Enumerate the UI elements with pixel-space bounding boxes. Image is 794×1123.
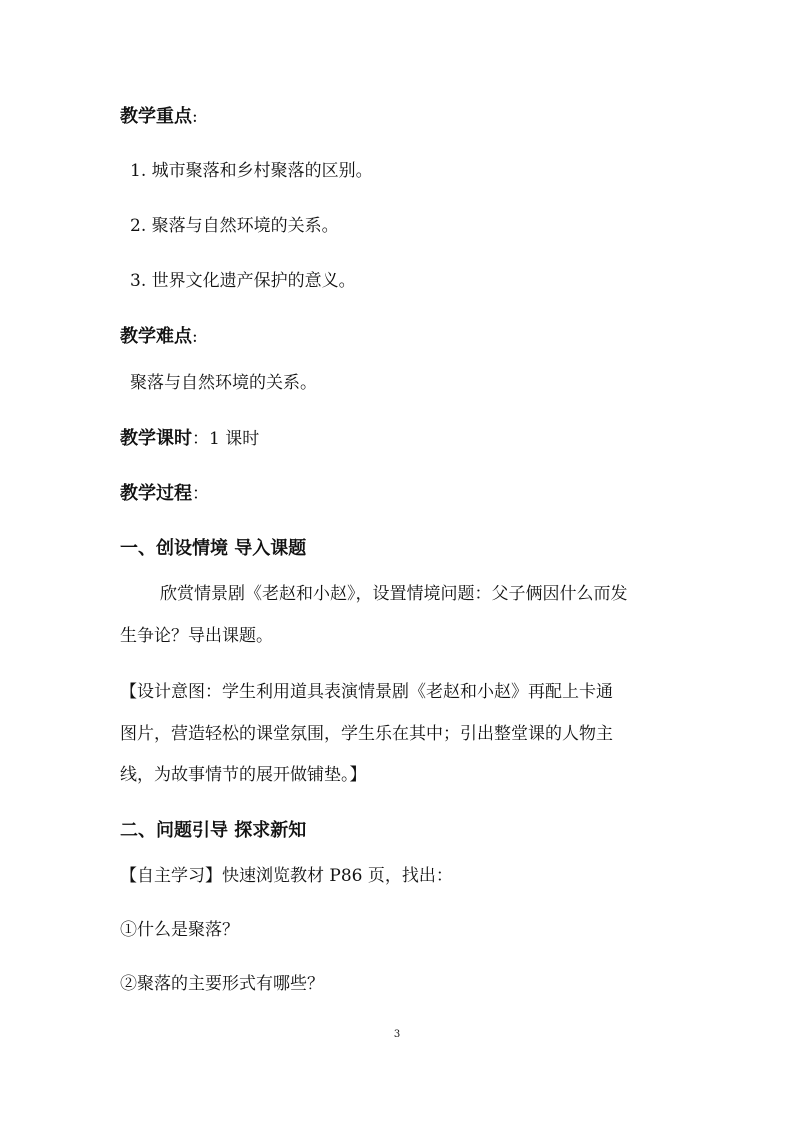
difficulty-heading <box>120 328 198 346</box>
design-intent-line-2: 图片，营造轻松的课堂氛围，学生乐在其中；引出整堂课的人物主 <box>120 724 613 744</box>
key-points-title: 教学重点 <box>120 106 192 127</box>
page-number: 3 <box>393 1029 401 1040</box>
question-1: ①什么是聚落？ <box>120 920 239 940</box>
part1-paragraph-line-2: 生争论？导出课题。 <box>120 626 273 646</box>
part1-paragraph-line-1: 欣赏情景剧《老赵和小赵》，设置情境问题：父子俩因什么而发 <box>160 584 628 604</box>
process-title: 教学过程 <box>120 483 192 504</box>
key-point-item-1: 1. 城市聚落和乡村聚落的区别。 <box>130 161 373 181</box>
key-point-item-2: 2. 聚落与自然环境的关系。 <box>130 216 339 236</box>
self-study-line: 【自主学习】快速浏览教材 P86 页，找出： <box>120 866 453 886</box>
key-points-colon: : <box>192 107 198 127</box>
key-point-item-3: 3. 世界文化遗产保护的意义。 <box>130 271 356 291</box>
hours-line <box>120 430 259 448</box>
process-colon: ： <box>192 484 209 504</box>
design-intent-line-3: 线，为故事情节的展开做铺垫。】 <box>120 765 367 785</box>
design-intent-line-1: 【设计意图：学生利用道具表演情景剧《老赵和小赵》再配上卡通 <box>120 682 613 702</box>
question-2: ②聚落的主要形式有哪些？ <box>120 974 324 994</box>
part1-heading: 一、创设情境 导入课题 <box>120 538 307 559</box>
hours-value: ：1 课时 <box>192 429 260 449</box>
process-heading <box>120 485 209 503</box>
part2-heading: 二、问题引导 探求新知 <box>120 820 307 841</box>
difficulty-text: 聚落与自然环境的关系。 <box>130 373 317 393</box>
difficulty-title: 教学难点 <box>120 326 192 347</box>
hours-title: 教学课时 <box>120 428 192 449</box>
key-points-heading <box>120 108 198 126</box>
difficulty-colon: : <box>192 327 198 347</box>
